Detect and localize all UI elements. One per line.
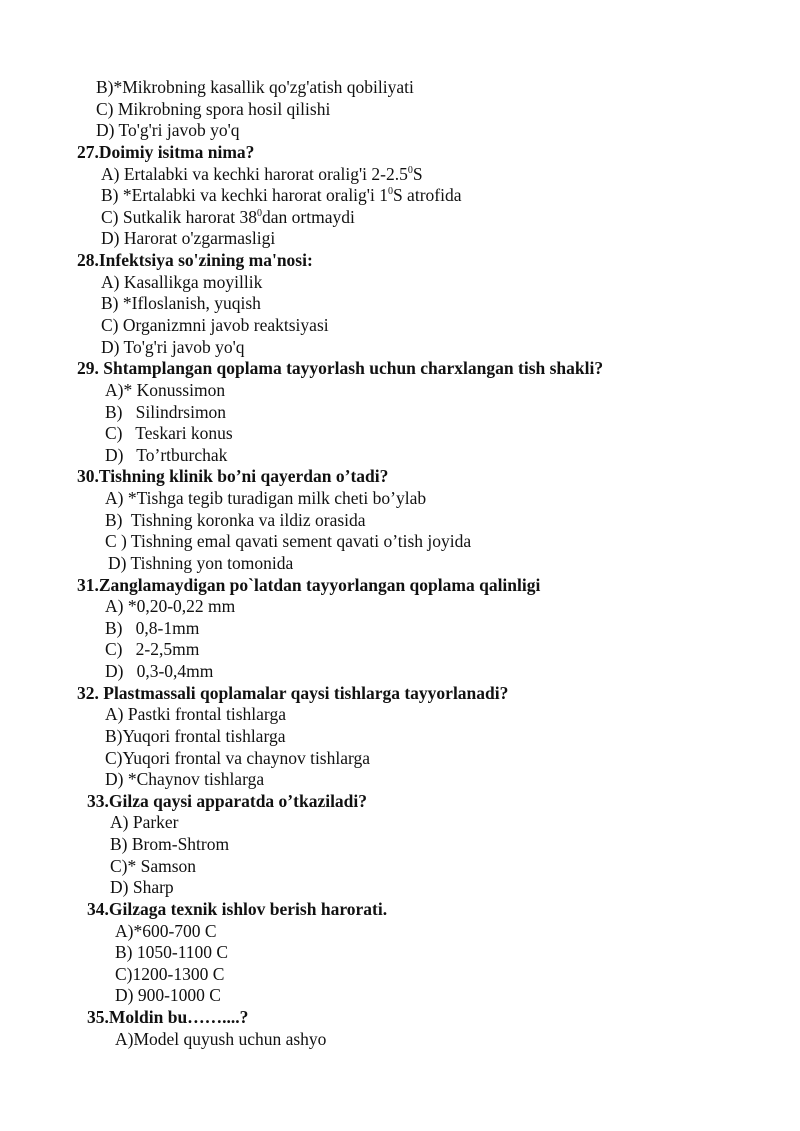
question-31-option-b: B) 0,8-1mm (105, 618, 200, 638)
question-27-option-d: D) Harorat o'zgarmasligi (101, 228, 276, 248)
question-33-option-b: B) Brom-Shtrom (110, 834, 230, 854)
question-31-option-c: C) 2-2,5mm (105, 639, 200, 659)
question-32-option-a: A) Pastki frontal tishlarga (105, 704, 286, 724)
question-35-option-a: A)Model quyush uchun ashyo (115, 1029, 327, 1049)
question-33-title: 33.Gilza qaysi apparatda o’tkaziladi? (87, 791, 368, 811)
question-27-option-b: B) *Ertalabki va kechki harorat oralig'i $1^0S$ atrofida (101, 185, 462, 205)
question-26-option-d: D) To'g'ri javob yo'q (96, 120, 240, 140)
question-28-option-a: A) Kasallikga moyillik (101, 272, 263, 292)
question-28-option-c: C) Organizmni javob reaktsiyasi (101, 315, 329, 335)
question-29-title: 29. Shtamplangan qoplama tayyorlash uchun charxlangan tish shakli? (77, 358, 604, 378)
question-30-title: 30.Tishning klinik bo’ni qayerdan o’tadi? (77, 466, 389, 486)
question-30-option-a: A) *Tishga tegib turadigan milk cheti bo’ylab (105, 488, 427, 508)
question-32-option-d: D) *Chaynov tishlarga (105, 769, 265, 789)
question-30-option-d: D) Tishning yon tomonida (108, 553, 294, 573)
question-26-option-b: B)*Mikrobning kasallik qo'zg'atish qobiliyati (96, 77, 414, 97)
question-28-option-b: B) *Ifloslanish, yuqish (101, 293, 261, 313)
question-29-option-a: A)* Konussimon (105, 380, 226, 400)
question-32-option-c: C)Yuqori frontal va chaynov tishlarga (105, 748, 371, 768)
question-33-option-a: A) Parker (110, 812, 179, 832)
question-30-option-b: B) Tishning koronka va ildiz orasida (105, 510, 366, 530)
question-27-option-c: C) Sutkalik harorat $38^0dan$ ortmaydi (101, 207, 355, 227)
question-29-option-d: D) To’rtburchak (105, 445, 228, 465)
question-33-option-c: C)* Samson (110, 856, 197, 876)
question-26-option-c: C) Mikrobning spora hosil qilishi (96, 99, 331, 119)
question-27-title: 27.Doimiy isitma nima? (77, 142, 255, 162)
question-34-title: 34.Gilzaga texnik ishlov berish harorati. (87, 899, 388, 919)
question-28-title: 28.Infektsiya so'zining ma'nosi: (77, 250, 313, 270)
question-33-option-d: D) Sharp (110, 877, 174, 897)
question-34-option-d: D) 900-1000 C (115, 985, 221, 1005)
question-34-option-b: B) 1050-1100 C (115, 942, 229, 962)
question-32-title: 32. Plastmassali qoplamalar qaysi tishlarga tayyorlanadi? (77, 683, 509, 703)
question-29-option-b: B) Silindrsimon (105, 402, 227, 422)
question-31-option-a: A) *0,20-0,22 mm (105, 596, 236, 616)
question-30-option-c: C ) Tishning emal qavati sement qavati o’tish joyida (105, 531, 472, 551)
question-27-option-a: A) Ertalabki va kechki harorat oralig'i $2-2.5^0S$ (101, 164, 423, 184)
question-34-option-c: C)1200-1300 C (115, 964, 225, 984)
question-29-option-c: C) Teskari konus (105, 423, 233, 443)
question-32-option-b: B)Yuqori frontal tishlarga (105, 726, 286, 746)
question-31-title: 31.Zanglamaydigan po`latdan tayyorlangan qoplama qalinligi (77, 575, 541, 595)
question-34-option-a: A)*600-700 C (115, 921, 217, 941)
question-35-title: 35.Moldin bu……....? (87, 1007, 249, 1027)
question-28-option-d: D) To'g'ri javob yo'q (101, 337, 245, 357)
question-31-option-d: D) 0,3-0,4mm (105, 661, 214, 681)
